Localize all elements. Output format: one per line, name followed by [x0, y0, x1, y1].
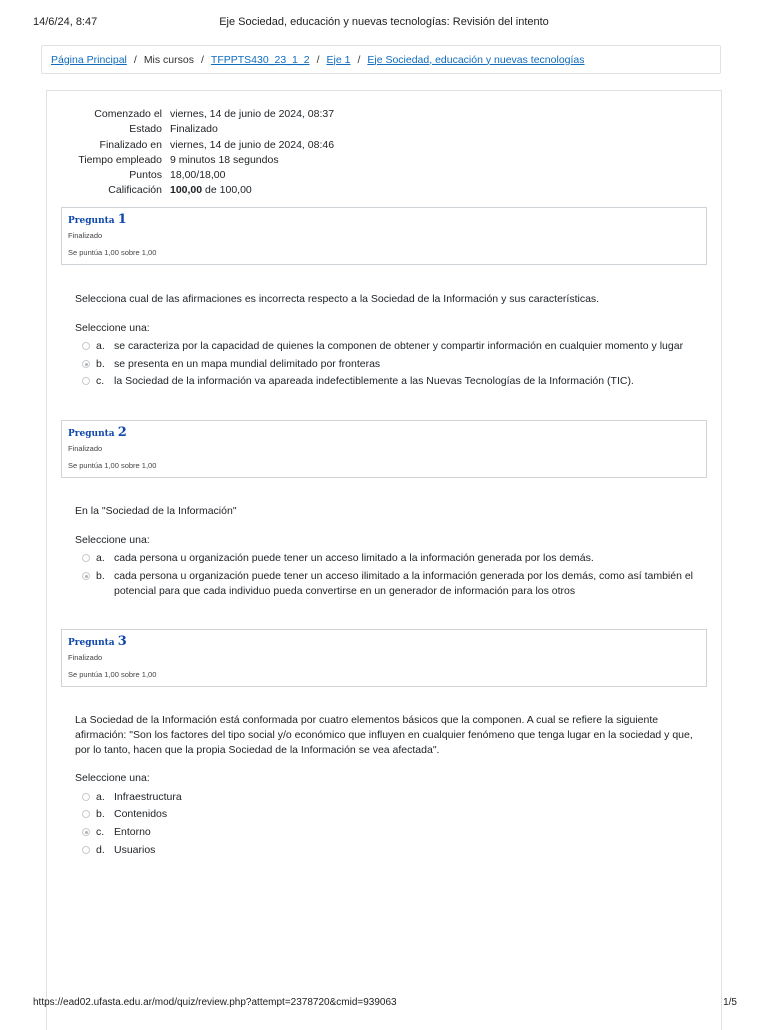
question-number-value: 3 [117, 634, 127, 649]
summary-value [170, 183, 252, 198]
question-grade: Se puntúa 1,00 sobre 1,00 [68, 461, 157, 470]
answer-text: Entorno [114, 826, 151, 838]
radio-button[interactable] [82, 846, 90, 854]
answer-option[interactable] [82, 843, 702, 858]
question-number [68, 425, 700, 440]
question-label: Pregunta [68, 429, 115, 439]
answer-letter: a. [96, 552, 105, 564]
answer-option[interactable] [82, 569, 702, 599]
answer-option[interactable] [82, 551, 702, 566]
select-one-prompt: Seleccione una: [75, 772, 150, 784]
question-number-value: 1 [117, 212, 127, 227]
summary-value: Finalizado [170, 123, 218, 136]
answer-text: cada persona u organización puede tener un acceso ilimitado a la información generada por los demás, como así también el potencial para que cada individuo pueda convertirse en un generador de información para los otros [114, 570, 694, 597]
question-grade: Se puntúa 1,00 sobre 1,00 [68, 248, 157, 257]
radio-button[interactable] [82, 810, 90, 818]
question-state: Finalizado [68, 231, 103, 240]
breadcrumb [41, 45, 721, 74]
summary-label: Estado [129, 123, 162, 136]
question-text-1: Selecciona cual de las afirmaciones es incorrecta respecto a la Sociedad de la Información y sus características. [75, 293, 600, 305]
question-info-2 [61, 420, 707, 478]
summary-label: Tiempo empleado [78, 153, 162, 166]
attempt-summary [46, 107, 446, 199]
radio-button[interactable] [82, 554, 90, 562]
question-info-1 [61, 207, 707, 265]
print-title: Eje Sociedad, educación y nuevas tecnologías: Revisión del intento [219, 16, 549, 28]
answer-option[interactable] [82, 339, 702, 354]
question-label: Pregunta [68, 216, 115, 226]
breadcrumb-section-link[interactable]: Eje 1 [326, 53, 351, 66]
breadcrumb-separator: / [357, 53, 361, 66]
breadcrumb-activity-link[interactable]: Eje Sociedad, educación y nuevas tecnologías [367, 53, 585, 66]
answer-option[interactable] [82, 825, 702, 840]
summary-label: Finalizado en [99, 138, 162, 151]
summary-row-state [46, 122, 446, 137]
select-one-prompt: Seleccione una: [75, 534, 150, 546]
question-text-2: En la "Sociedad de la Información" [75, 505, 237, 517]
breadcrumb-separator: / [201, 53, 204, 66]
question-state: Finalizado [68, 653, 103, 662]
answer-option[interactable] [82, 374, 702, 389]
answer-text: Contenidos [114, 808, 168, 820]
question-label: Pregunta [68, 638, 115, 648]
summary-label: Puntos [129, 169, 162, 182]
answer-letter: c. [96, 826, 105, 838]
breadcrumb-course-link[interactable]: TFPPTS430_23_1_2 [210, 53, 310, 66]
answer-option[interactable] [82, 357, 702, 372]
answer-text: se presenta en un mapa mundial delimitado por fronteras [114, 358, 381, 370]
question-number [68, 212, 700, 227]
question-number-value: 2 [117, 425, 127, 440]
page-number: 1/5 [723, 997, 737, 1008]
summary-row-time [46, 153, 446, 168]
print-date: 14/6/24, 8:47 [33, 16, 98, 28]
summary-value: 9 minutos 18 segundos [170, 153, 279, 166]
answer-option[interactable] [82, 790, 702, 805]
question-state: Finalizado [68, 444, 103, 453]
answer-letter: b. [96, 570, 105, 582]
answer-letter: c. [96, 375, 105, 387]
question-number [68, 634, 700, 649]
radio-button-selected[interactable] [82, 572, 90, 580]
answer-text: se caracteriza por la capacidad de quienes la componen de obtener y compartir información en cualquier momento y lugar [114, 340, 684, 352]
print-footer [0, 997, 768, 1011]
breadcrumb-separator: / [316, 53, 320, 66]
summary-row-finished [46, 138, 446, 153]
answer-text: la Sociedad de la información va apareada indefectiblemente a las Nuevas Tecnologías de la Información (TIC). [114, 375, 634, 387]
radio-button[interactable] [82, 377, 90, 385]
answer-letter: a. [96, 340, 105, 352]
question-info-3 [61, 629, 707, 687]
summary-row-points [46, 168, 446, 183]
answer-letter: b. [96, 358, 105, 370]
answer-letter: a. [96, 791, 105, 803]
answer-text: Usuarios [114, 844, 156, 856]
answer-text: Infraestructura [114, 791, 182, 803]
breadcrumb-home-link[interactable]: Página Principal [51, 53, 127, 66]
answer-text: cada persona u organización puede tener un acceso limitado a la información generada por los demás. [114, 552, 594, 564]
summary-value: 18,00/18,00 [170, 169, 226, 182]
grade-max: de 100,00 [205, 184, 252, 197]
print-header [0, 16, 768, 32]
answer-letter: b. [96, 808, 105, 820]
summary-label: Comenzado el [94, 108, 162, 120]
summary-value: viernes, 14 de junio de 2024, 08:37 [170, 108, 335, 120]
answer-letter: d. [96, 844, 105, 856]
breadcrumb-my-courses: Mis cursos [143, 53, 194, 66]
question-grade: Se puntúa 1,00 sobre 1,00 [68, 670, 157, 679]
summary-value: viernes, 14 de junio de 2024, 08:46 [170, 138, 335, 151]
answer-option[interactable] [82, 807, 702, 822]
summary-row-started [46, 107, 446, 122]
breadcrumb-separator: / [133, 53, 137, 66]
question-text-3: La Sociedad de la Información está conformada por cuatro elementos básicos que la componen. A cual se refiere la siguiente afirmación: "Son los factores del tipo social y/o económico que influyen en cualquier fenómeno que tenga lugar en la sociedad y que, por lo tanto, hacen que la propia Sociedad de la Información se vea afectada". [75, 714, 693, 756]
summary-label: Calificación [108, 184, 162, 197]
radio-button[interactable] [82, 342, 90, 350]
radio-button-selected[interactable] [82, 360, 90, 368]
select-one-prompt: Seleccione una: [75, 322, 150, 334]
radio-button-selected[interactable] [82, 828, 90, 836]
radio-button[interactable] [82, 793, 90, 801]
grade-value: 100,00 [170, 184, 203, 197]
summary-row-grade [46, 183, 446, 198]
page-url: https://ead02.ufasta.edu.ar/mod/quiz/review.php?attempt=2378720&cmid=939063 [33, 997, 397, 1008]
